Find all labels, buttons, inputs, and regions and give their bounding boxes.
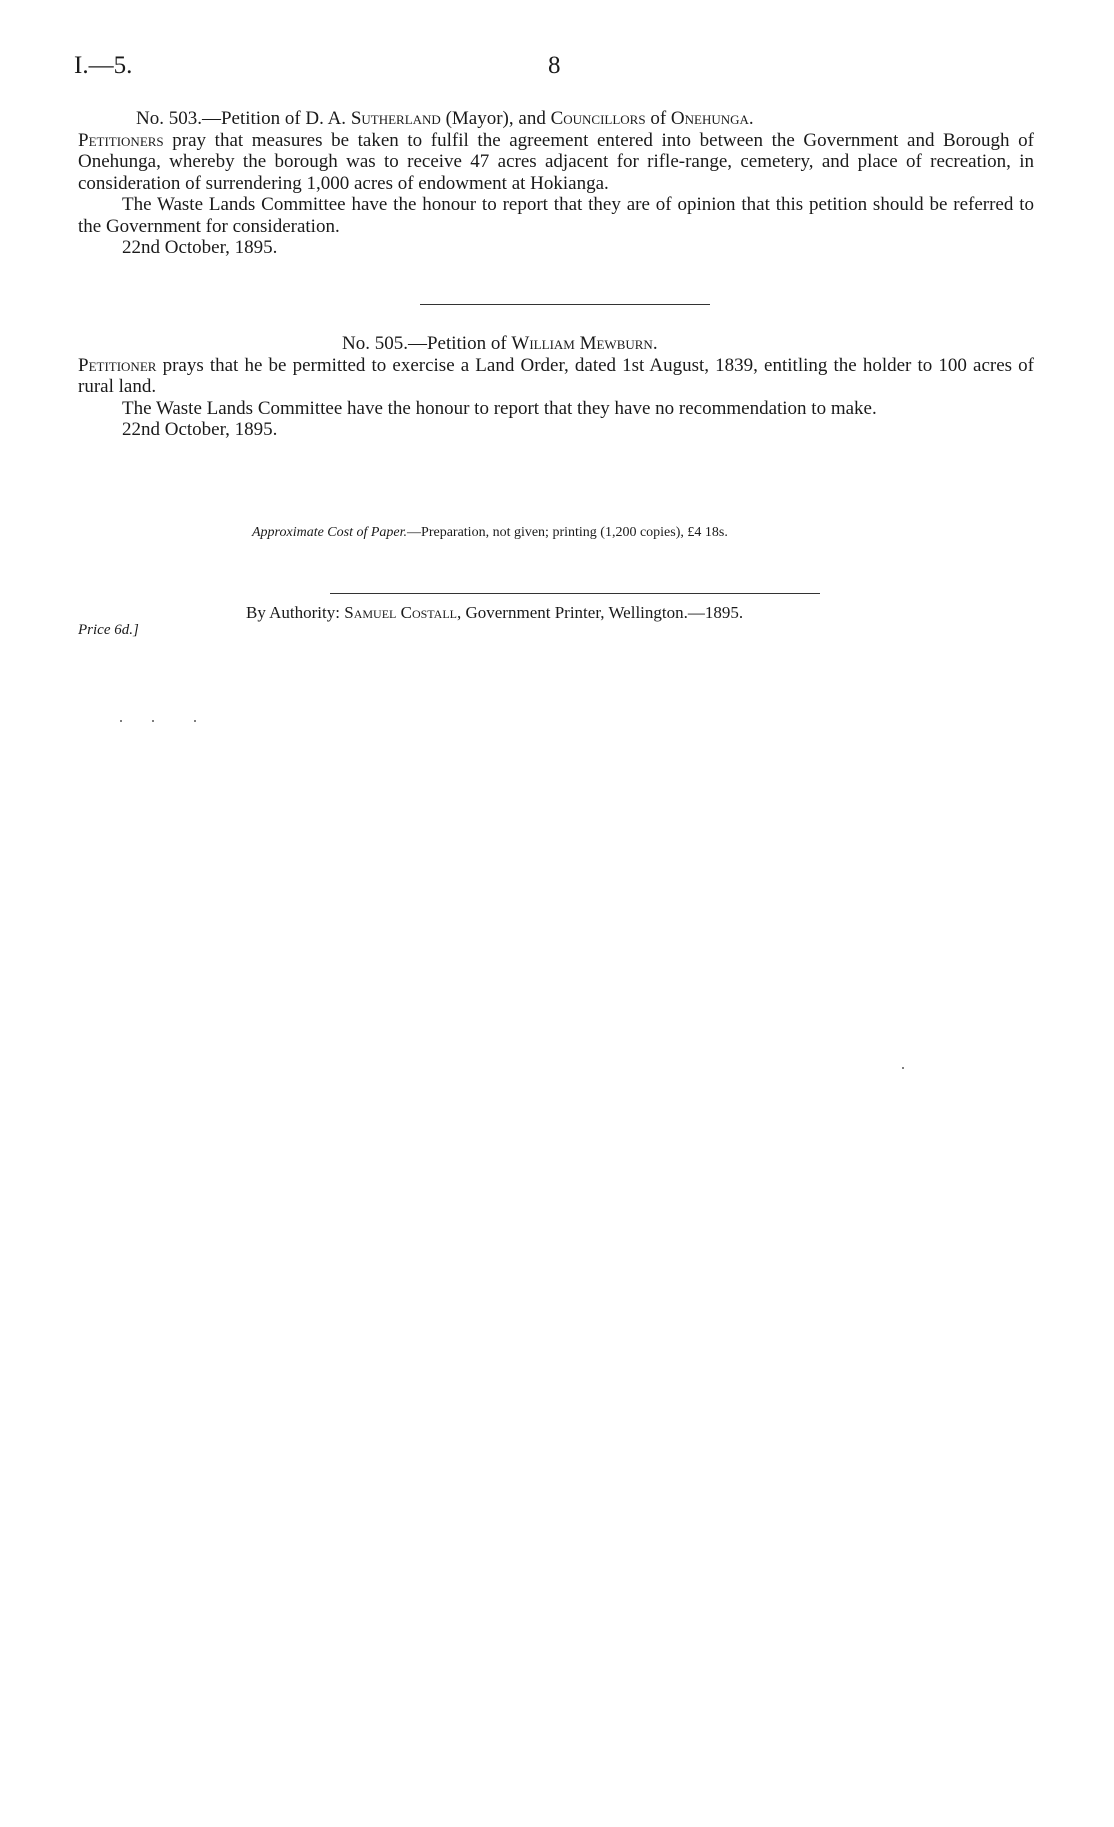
cost-detail: —Preparation, not given; printing (1,200 copies), £4 18s.	[407, 525, 728, 540]
petition-503-title-prefix: No. 503.—Petition of D. A.	[136, 108, 347, 129]
page-number: 8	[548, 52, 561, 79]
petition-503	[78, 108, 1034, 259]
petitioner-name: William Mewburn.	[511, 333, 658, 354]
petition-503-body	[78, 130, 1034, 195]
petition-503-report: The Waste Lands Committee have the honour to report that they are of opinion that this petition should be referred to the Government for consideration.	[78, 194, 1034, 237]
petitioner-group: Councillors	[550, 108, 646, 129]
petition-505-body-text: prays that he be permitted to exercise a Land Order, dated 1st August, 1839, entitling the holder to 100 acres of rural land.	[78, 354, 1034, 397]
petition-503-date: 22nd October, 1895.	[122, 237, 278, 258]
cost-of-paper-note	[252, 525, 728, 541]
printer-authority	[246, 603, 743, 623]
petition-503-title-middle: (Mayor), and	[445, 108, 546, 129]
scan-speck	[902, 1067, 904, 1069]
price-note: Price 6d.]	[78, 622, 139, 638]
petition-505-date: 22nd October, 1895.	[122, 419, 278, 440]
scan-speck	[120, 720, 122, 722]
petition-505-body-lead: Petitioner	[78, 354, 157, 376]
petition-503-body-lead: Petitioners	[78, 129, 164, 151]
section-divider	[420, 304, 710, 305]
petition-503-body-text: pray that measures be taken to fulfil the agreement entered into between the Government and Borough of Onehunga, whereby the borough was to receive 47 acres adjacent for rifle-range, cemetery, and place of recreation, in consideration of surrendering 1,000 acres of endowment at Hokianga.	[78, 129, 1035, 194]
scan-speck	[194, 720, 196, 722]
petition-503-title	[78, 108, 1034, 130]
petition-505	[78, 333, 1034, 441]
petition-505-title-prefix: No. 505.—Petition of	[342, 333, 507, 354]
petitioner-name: Sutherland	[350, 108, 441, 129]
footer-divider	[330, 593, 820, 594]
document-reference: I.—5.	[74, 52, 133, 79]
petition-place: Onehunga.	[670, 108, 754, 129]
petition-505-body	[78, 355, 1034, 398]
scan-speck	[152, 720, 154, 722]
petition-505-report: The Waste Lands Committee have the honour to report that they have no recommendation to make.	[122, 397, 877, 419]
authority-prefix: By Authority:	[246, 603, 340, 622]
petition-503-title-of: of	[650, 108, 667, 129]
petition-505-title	[78, 333, 1034, 355]
cost-label: Approximate Cost of Paper.	[252, 525, 408, 540]
printer-name: Samuel Costall,	[344, 603, 462, 622]
authority-suffix: Government Printer, Wellington.—1895.	[465, 603, 744, 622]
